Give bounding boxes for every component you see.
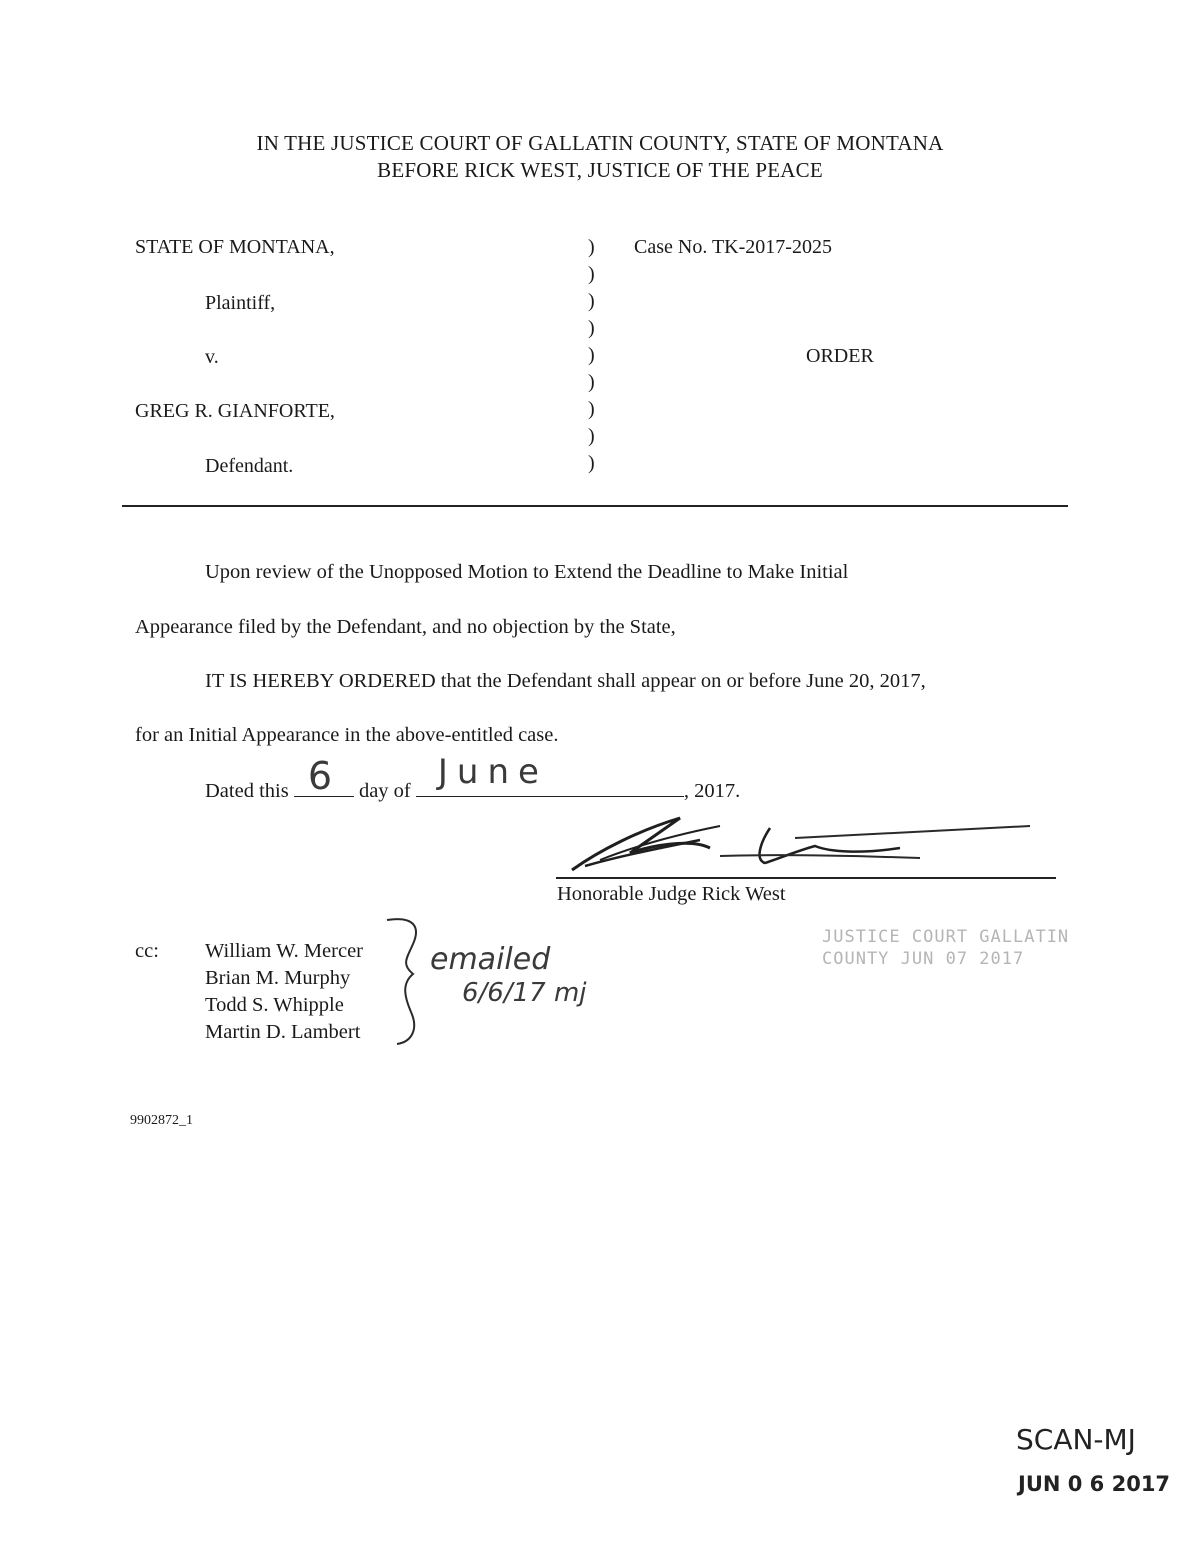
document-title: ORDER xyxy=(806,345,874,367)
handwritten-note-line-2: 6/6/17 mj xyxy=(462,978,587,1008)
caption-divider xyxy=(122,505,1068,507)
court-header-line1: IN THE JUSTICE COURT OF GALLATIN COUNTY, STATE OF MONTANA xyxy=(256,131,944,155)
document-id: 9902872_1 xyxy=(130,1113,193,1128)
cc-recipient: Todd S. Whipple xyxy=(205,994,344,1016)
caption-paren: ) xyxy=(588,425,595,447)
cc-recipient: Martin D. Lambert xyxy=(205,1021,361,1043)
paragraph-1-line-2: Appearance filed by the Defendant, and no objection by the State, xyxy=(135,616,676,638)
caption-paren: ) xyxy=(588,290,595,312)
handwritten-month: June xyxy=(437,752,548,792)
caption-paren: ) xyxy=(588,317,595,339)
caption-paren: ) xyxy=(588,452,595,474)
scan-label: SCAN-MJ xyxy=(1016,1423,1136,1456)
dated-middle: day of xyxy=(358,780,411,802)
cc-recipient: Brian M. Murphy xyxy=(205,967,351,989)
versus: v. xyxy=(205,346,219,368)
paragraph-2-line-2: for an Initial Appearance in the above-entitled case. xyxy=(135,724,559,746)
dated-line xyxy=(205,752,741,803)
plaintiff-name: STATE OF MONTANA, xyxy=(135,236,335,258)
handwritten-brace xyxy=(383,912,433,1052)
caption-paren: ) xyxy=(588,344,595,366)
paragraph-2-line-1: IT IS HEREBY ORDERED that the Defendant shall appear on or before June 20, 2017, xyxy=(205,670,926,692)
court-header-line2: BEFORE RICK WEST, JUSTICE OF THE PEACE xyxy=(377,158,823,182)
month-blank xyxy=(416,752,684,797)
day-blank xyxy=(294,754,354,798)
plaintiff-role: Plaintiff, xyxy=(205,292,276,314)
signer-name: Honorable Judge Rick West xyxy=(557,883,786,905)
court-header xyxy=(0,130,1200,184)
signature-line xyxy=(556,877,1056,879)
court-stamp-line-1: JUSTICE COURT GALLATIN xyxy=(822,927,1070,947)
caption-paren: ) xyxy=(588,371,595,393)
caption-paren: ) xyxy=(588,236,595,258)
judge-signature xyxy=(560,808,1060,883)
defendant-role: Defendant. xyxy=(205,455,294,477)
court-stamp-line-2: COUNTY JUN 07 2017 xyxy=(822,949,1025,969)
court-stamp xyxy=(822,926,1069,970)
caption-paren: ) xyxy=(588,398,595,420)
handwritten-note-line-1: emailed xyxy=(430,942,551,977)
case-number: Case No. TK-2017-2025 xyxy=(634,236,832,258)
defendant-name: GREG R. GIANFORTE, xyxy=(135,400,335,422)
dated-suffix: , 2017. xyxy=(683,780,741,802)
paragraph-1-line-1: Upon review of the Unopposed Motion to Extend the Deadline to Make Initial xyxy=(205,561,849,583)
cc-recipient: William W. Mercer xyxy=(205,940,364,962)
handwritten-day: 6 xyxy=(307,754,333,798)
dated-prefix: Dated this xyxy=(205,780,289,802)
caption-paren: ) xyxy=(588,263,595,285)
cc-recipients xyxy=(205,938,363,1046)
cc-label: cc: xyxy=(135,940,159,962)
scan-date: JUN 0 6 2017 xyxy=(1018,1472,1171,1496)
